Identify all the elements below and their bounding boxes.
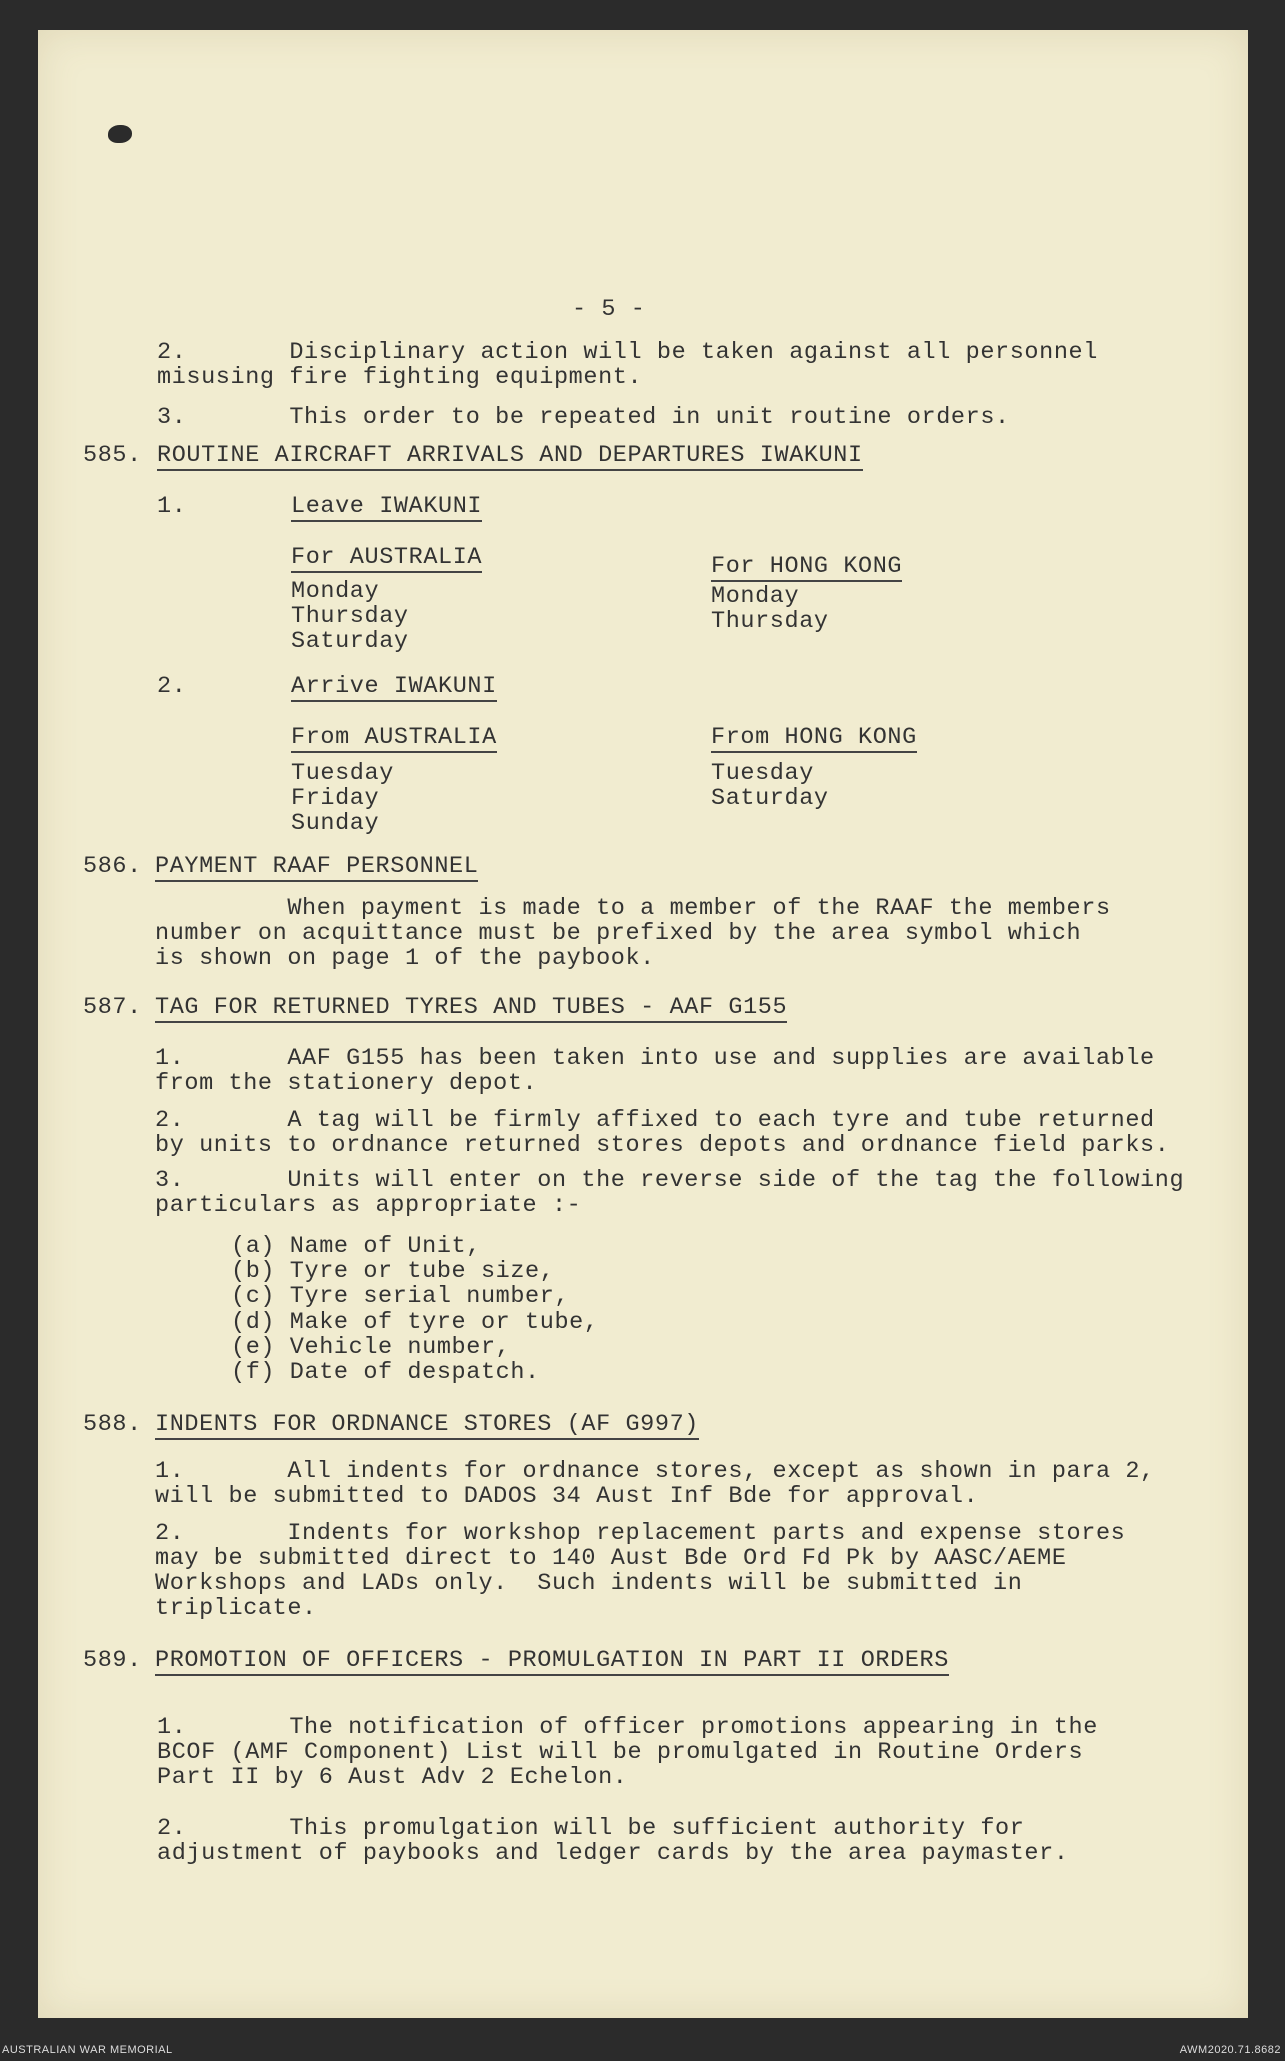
section-heading: PROMOTION OF OFFICERS - PROMULGATION IN PART II ORDERS xyxy=(155,1647,949,1674)
day-item: Thursday xyxy=(711,608,829,635)
text-line: 3. Units will enter on the reverse side of the tag the following xyxy=(155,1167,1185,1194)
text-line: number on acquittance must be prefixed by the area symbol which xyxy=(155,920,1082,947)
text-line: 1. All indents for ordnance stores, except as shown in para 2, xyxy=(155,1458,1155,1485)
text-line: will be submitted to DADOS 34 Aust Inf Bde for approval. xyxy=(155,1483,979,1510)
text-line: by units to ordnance returned stores depots and ordnance field parks. xyxy=(155,1132,1170,1159)
section-number: 589. xyxy=(83,1647,142,1674)
text-line: adjustment of paybooks and ledger cards by the area paymaster. xyxy=(157,1840,1069,1867)
text-line: 3. This order to be repeated in unit routine orders. xyxy=(157,404,1010,431)
page-number: - 5 - xyxy=(572,296,646,323)
text-line: Part II by 6 Aust Adv 2 Echelon. xyxy=(157,1764,628,1791)
list-item: (b) Tyre or tube size, xyxy=(231,1258,555,1285)
list-item: (a) Name of Unit, xyxy=(231,1233,481,1260)
day-item: Thursday xyxy=(291,603,409,630)
section-number: 585. xyxy=(83,442,142,469)
text-line: BCOF (AMF Component) List will be promulgated in Routine Orders xyxy=(157,1739,1084,1766)
list-item: (e) Vehicle number, xyxy=(231,1334,511,1361)
text-line: particulars as appropriate :- xyxy=(155,1192,582,1219)
text-line: is shown on page 1 of the paybook. xyxy=(155,945,655,972)
para-number: 1. xyxy=(157,493,187,520)
para-number: 2. xyxy=(157,673,187,700)
text-line: 1. AAF G155 has been taken into use and supplies are available xyxy=(155,1045,1155,1072)
text-line: may be submitted direct to 140 Aust Bde Ord Fd Pk by AASC/AEME xyxy=(155,1545,1067,1572)
day-item: Monday xyxy=(711,583,800,610)
text-line: 2. Disciplinary action will be taken against all personnel xyxy=(157,339,1098,366)
punch-hole xyxy=(108,125,132,143)
footer-accession-number: AWM2020.71.8682 xyxy=(1179,2044,1281,2056)
section-heading: PAYMENT RAAF PERSONNEL xyxy=(155,853,479,880)
text-line: 2. A tag will be firmly affixed to each tyre and tube returned xyxy=(155,1107,1155,1134)
section-number: 588. xyxy=(83,1411,142,1438)
text-line: 2. Indents for workshop replacement parts and expense stores xyxy=(155,1520,1126,1547)
column-heading: For AUSTRALIA xyxy=(291,544,483,571)
subheading: Arrive IWAKUNI xyxy=(291,673,497,700)
footer-institution: AUSTRALIAN WAR MEMORIAL xyxy=(2,2044,173,2056)
day-item: Monday xyxy=(291,578,380,605)
text-line: triplicate. xyxy=(155,1595,317,1622)
text-line: When payment is made to a member of the RAAF the members xyxy=(155,895,1111,922)
section-heading: TAG FOR RETURNED TYRES AND TUBES - AAF G155 xyxy=(155,994,788,1021)
text-line: 1. The notification of officer promotions appearing in the xyxy=(157,1714,1098,1741)
section-number: 586. xyxy=(83,853,142,880)
list-item: (c) Tyre serial number, xyxy=(231,1283,570,1310)
column-heading: From HONG KONG xyxy=(711,724,917,751)
column-heading: From AUSTRALIA xyxy=(291,724,497,751)
day-item: Saturday xyxy=(291,628,409,655)
section-heading: ROUTINE AIRCRAFT ARRIVALS AND DEPARTURES IWAKUNI xyxy=(157,442,863,469)
section-heading: INDENTS FOR ORDNANCE STORES (AF G997) xyxy=(155,1411,699,1438)
column-heading: For HONG KONG xyxy=(711,553,903,580)
text-line: 2. This promulgation will be sufficient authority for xyxy=(157,1815,1025,1842)
section-number: 587. xyxy=(83,994,142,1021)
day-item: Tuesday xyxy=(291,760,394,787)
day-item: Sunday xyxy=(291,810,380,837)
day-item: Tuesday xyxy=(711,760,814,787)
text-line: from the stationery depot. xyxy=(155,1070,538,1097)
day-item: Friday xyxy=(291,785,380,812)
day-item: Saturday xyxy=(711,785,829,812)
text-line: misusing fire fighting equipment. xyxy=(157,364,643,391)
list-item: (d) Make of tyre or tube, xyxy=(231,1309,599,1336)
list-item: (f) Date of despatch. xyxy=(231,1359,540,1386)
subheading: Leave IWAKUNI xyxy=(291,493,483,520)
text-line: Workshops and LADs only. Such indents will be submitted in xyxy=(155,1570,1023,1597)
